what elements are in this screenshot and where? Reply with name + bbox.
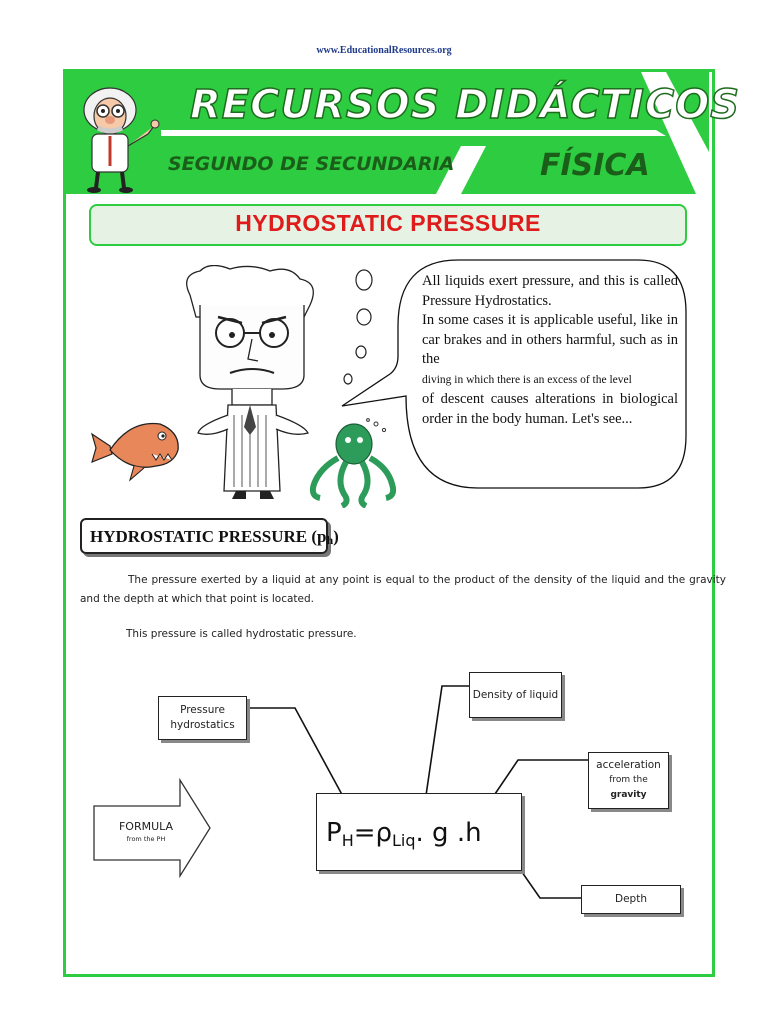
formula-eq-rho: =ρ [353, 818, 393, 848]
speech-line-3: diving in which there is an excess of the level [422, 373, 632, 386]
acceleration-label-line3: gravity [610, 790, 647, 800]
piranha-fish-icon [90, 416, 182, 482]
depth-label: Depth [615, 893, 647, 905]
scientist-mascot-icon [68, 76, 178, 194]
banner-subject: FÍSICA [540, 148, 650, 183]
formula-rho-subscript: Liq [392, 831, 416, 850]
speech-line-2: In some cases it is applicable useful, like in car brakes and in others harmful, such as in the [422, 312, 678, 367]
definition-paragraph: The pressure exerted by a liquid at any point is equal to the product of the density of the liquid and the gravity and the depth at which that point is located. [80, 574, 726, 605]
acceleration-label-box [588, 752, 669, 809]
section-heading-subscript: h [326, 533, 334, 547]
speech-line-4: of descent causes alterations in biological order in the body human. Let's see... [422, 391, 678, 427]
topic-title: HYDROSTATIC PRESSURE [235, 210, 541, 236]
formula-arrow-sublabel: from the PH [126, 835, 166, 843]
speech-line-1: All liquids exert pressure, and this is called Pressure Hydrostatics. [422, 273, 678, 309]
section-heading-close: ) [333, 527, 339, 546]
acceleration-label-line1: acceleration [596, 759, 661, 771]
formula [326, 818, 482, 850]
formula-p-subscript: H [341, 831, 354, 850]
site-url[interactable]: www.EducationalResources.org [316, 45, 452, 56]
speech-text [422, 272, 678, 429]
pressure-label: Pressure hydrostatics [170, 704, 235, 731]
hydrostatic-paragraph: This pressure is called hydrostatic pressure. [126, 628, 357, 640]
density-label: Density of liquid [472, 688, 559, 701]
section-heading [90, 527, 339, 548]
banner-title: RECURSOS DIDÁCTICOS [190, 82, 741, 128]
banner-grade: SEGUNDO DE SECUNDARIA [168, 153, 455, 175]
pressure-label-box [158, 696, 247, 740]
acceleration-label-line2: from the [609, 775, 648, 785]
octopus-icon [306, 418, 398, 508]
formula-p: P [326, 818, 342, 848]
formula-arrow-label: FORMULA [118, 820, 174, 833]
depth-label-box [581, 885, 681, 914]
section-heading-text: HYDROSTATIC PRESSURE (p [90, 527, 327, 546]
thought-bubbles [340, 266, 380, 390]
density-label-box [469, 672, 562, 718]
formula-rest: . g .h [415, 818, 482, 848]
